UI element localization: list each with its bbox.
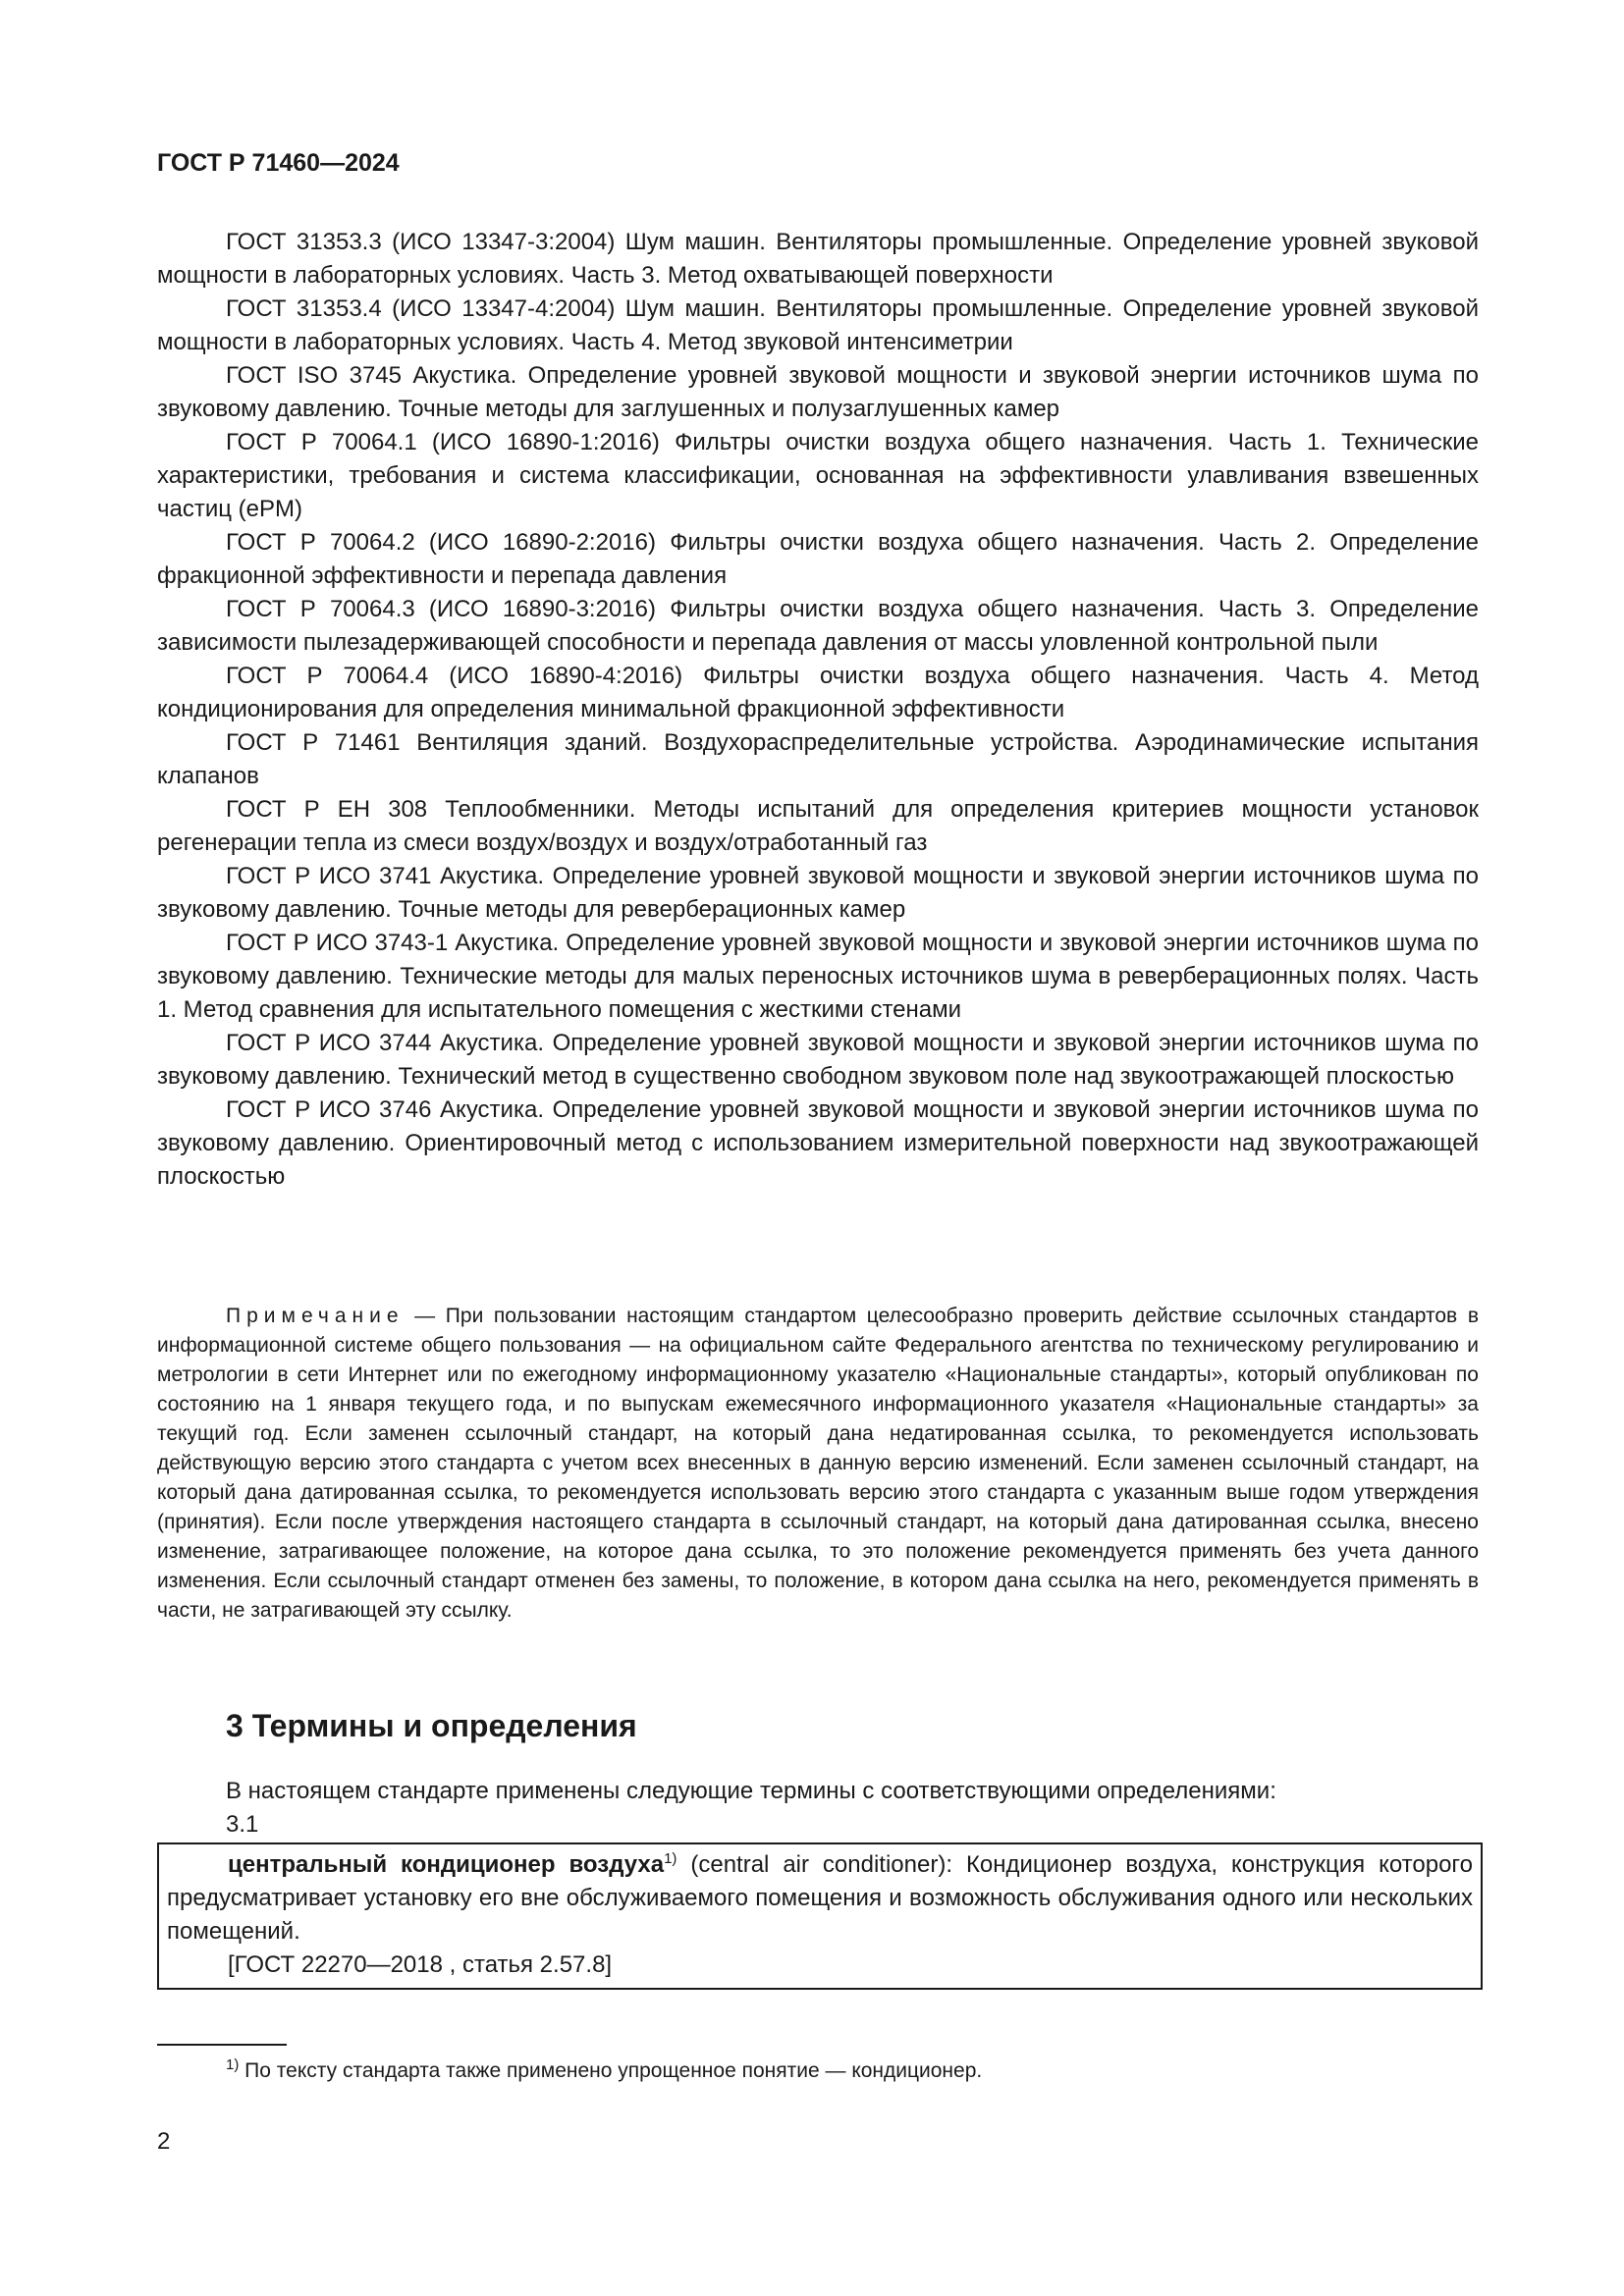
section-title: 3 Термины и определения <box>226 1708 637 1743</box>
page-number: 2 <box>157 2128 171 2155</box>
term-definition-text: (central air conditioner): Кондиционер воздуха, конструкция которого предусматривает установку его вне обслуживаемого помещения и возможность обслуживания одного или нескольких помещений. <box>167 1851 1473 1945</box>
section-intro: В настоящем стандарте применены следующие термины с соответствующими определениями: <box>226 1778 1276 1804</box>
note-label: Примечание <box>226 1305 405 1327</box>
reference-item: ГОСТ Р ЕН 308 Теплообменники. Методы испытаний для определения критериев мощности установок регенерации тепла из смеси воздух/воздух и воздух/отработанный газ <box>157 796 1479 856</box>
note-paragraph <box>157 1302 1479 1626</box>
reference-item: ГОСТ Р ИСО 3741 Акустика. Определение уровней звуковой мощности и звуковой энергии источников шума по звуковому давлению. Точные методы для реверберационных камер <box>157 863 1479 923</box>
normative-references <box>157 226 1479 1194</box>
footnote <box>226 2056 983 2083</box>
note-text: — При пользовании настоящим стандартом целесообразно проверить действие ссылочных стандартов в информационной системе общего пользования — на официальном сайте Федерального агентства по техническому регулированию и метрологии в сети Интернет или по ежегодному информационному указателю «Национальные стандарты», который опубликован по состоянию на 1 января текущего года, и по выпускам ежемесячного информационного указателя «Национальные стандарты» за текущий год. Если заменен ссылочный стандарт, на который дана недатированная ссылка, то рекомендуется использовать действующую версию этого стандарта с учетом всех внесенных в данную версию изменений. Если заменен ссылочный стандарт, на который дана датированная ссылка, то рекомендуется использовать версию этого стандарта с указанным выше годом утверждения (принятия). Если после утверждения настоящего стандарта в ссылочный стандарт, на который дана датированная ссылка, внесено изменение, затрагивающее положение, на которое дана ссылка, то это положение рекомендуется применять без учета данного изменения. Если ссылочный стандарт отменен без замены, то положение, в котором дана ссылка на него, рекомендуется применять в части, не затрагивающей эту ссылку. <box>157 1305 1479 1622</box>
footnote-divider <box>157 2044 287 2046</box>
reference-item: ГОСТ 31353.4 (ИСО 13347-4:2004) Шум машин. Вентиляторы промышленные. Определение уровней звуковой мощности в лабораторных условиях. Часть 4. Метод звуковой интенсиметрии <box>157 295 1479 355</box>
reference-item: ГОСТ Р ИСО 3746 Акустика. Определение уровней звуковой мощности и звуковой энергии источников шума по звуковому давлению. Ориентировочный метод с использованием измерительной поверхности над звукоотражающей плоскостью <box>157 1096 1479 1190</box>
term-definition-box <box>157 1842 1483 1990</box>
footnote-mark: 1) <box>226 2056 240 2073</box>
reference-item: ГОСТ ISO 3745 Акустика. Определение уровней звуковой мощности и звуковой энергии источников шума по звуковому давлению. Точные методы для заглушенных и полузаглушенных камер <box>157 362 1479 422</box>
reference-item: ГОСТ Р 70064.2 (ИСО 16890-2:2016) Фильтры очистки воздуха общего назначения. Часть 2. Определение фракционной эффективности и перепада давления <box>157 529 1479 589</box>
footnote-text: По тексту стандарта также применено упрощенное понятие — кондиционер. <box>239 2059 983 2082</box>
reference-item: ГОСТ Р 70064.4 (ИСО 16890-4:2016) Фильтры очистки воздуха общего назначения. Часть 4. Метод кондиционирования для определения минимальной фракционной эффективности <box>157 663 1479 722</box>
term-source: [ГОСТ 22270—2018 , статья 2.57.8] <box>228 1951 613 1978</box>
footnote-ref[interactable]: 1) <box>664 1850 677 1867</box>
reference-item: ГОСТ Р ИСО 3744 Акустика. Определение уровней звуковой мощности и звуковой энергии источников шума по звуковому давлению. Технический метод в существенно свободном звуковом поле над звукоотражающей плоскостью <box>157 1030 1479 1090</box>
term-definition <box>167 1848 1473 1949</box>
term-number: 3.1 <box>226 1811 259 1838</box>
reference-item: ГОСТ 31353.3 (ИСО 13347-3:2004) Шум машин. Вентиляторы промышленные. Определение уровней звуковой мощности в лабораторных условиях. Часть 3. Метод охватывающей поверхности <box>157 229 1479 289</box>
reference-item: ГОСТ Р ИСО 3743-1 Акустика. Определение уровней звуковой мощности и звуковой энергии источников шума по звуковому давлению. Технические методы для малых переносных источников шума в реверберационных полях. Часть 1. Метод сравнения для испытательного помещения с жесткими стенами <box>157 930 1479 1023</box>
reference-item: ГОСТ Р 70064.1 (ИСО 16890-1:2016) Фильтры очистки воздуха общего назначения. Часть 1. Технические характеристики, требования и система классификации, основанная на эффективности улавливания взвешенных частиц (ePM) <box>157 429 1479 522</box>
reference-item: ГОСТ Р 71461 Вентиляция зданий. Воздухораспределительные устройства. Аэродинамические испытания клапанов <box>157 729 1479 789</box>
document-header: ГОСТ Р 71460—2024 <box>157 149 400 177</box>
term-word: центральный кондиционер воздуха <box>228 1851 665 1878</box>
reference-item: ГОСТ Р 70064.3 (ИСО 16890-3:2016) Фильтры очистки воздуха общего назначения. Часть 3. Определение зависимости пылезадерживающей способности и перепада давления от массы уловленной контрольной пыли <box>157 596 1479 656</box>
